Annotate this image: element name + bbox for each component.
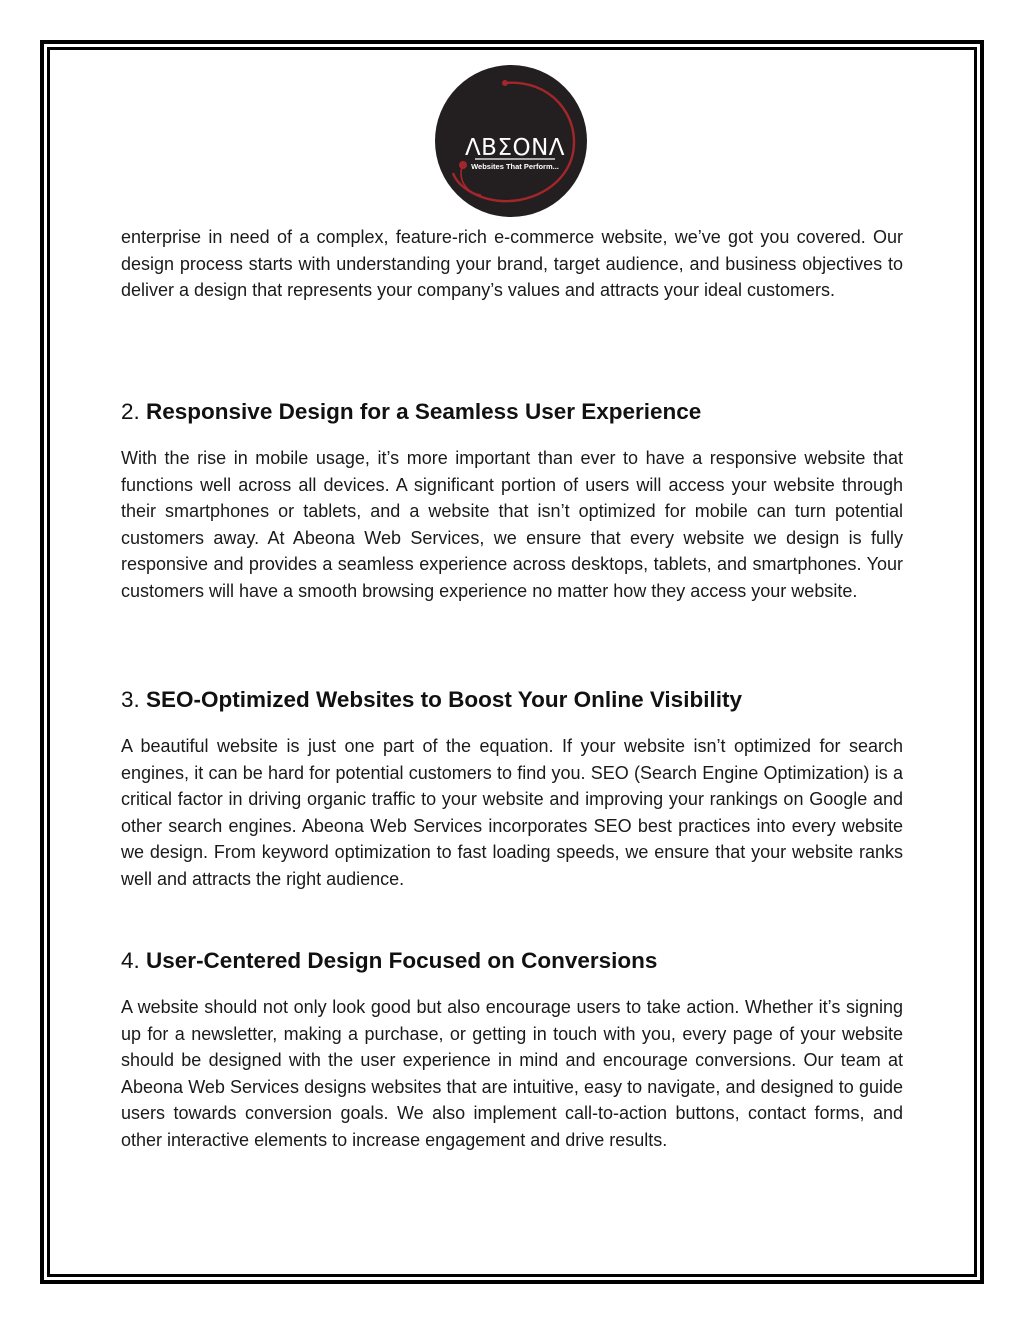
- section-paragraph-seo: A beautiful website is just one part of the equation. If your website isn’t optimized for search engines, it can be hard for potential customers to find you. SEO (Search Engine Optimization) is a critical factor in driving organic traffic to your website and improving your rankings on Google and other search engines. Abeona Web Services incorporates SEO best practices into every website we design. From keyword optimization to fast loading speeds, we ensure that your website ranks well and attracts the right audience.: [121, 736, 903, 889]
- section-title: SEO-Optimized Websites to Boost Your Online Visibility: [146, 687, 742, 712]
- intro-paragraph: enterprise in need of a complex, feature-rich e-commerce website, we’ve got you covered. Our design process starts with understanding your brand, target audience, and business objectives to deliver a design that represents your company’s values and attracts your ideal customers.: [121, 227, 903, 301]
- section-heading-seo: [121, 685, 903, 715]
- section-number: 4.: [121, 948, 140, 973]
- section-title: Responsive Design for a Seamless User Experience: [146, 399, 702, 424]
- section-paragraph-conversions: A website should not only look good but also encourage users to take action. Whether it’s signing up for a newsletter, making a purchase, or getting in touch with you, every page of your website should be designed with the user experience in mind and encourage conversions. Our team at Abeona Web Services designs websites that are intuitive, easy to navigate, and designed to guide users towards conversion goals. We also implement call-to-action buttons, contact forms, and other interactive elements to increase engagement and drive results.: [121, 997, 903, 1150]
- logo-brand-text: ΛΒΣΟΝΛ: [464, 135, 566, 161]
- section-heading-responsive: [121, 397, 903, 427]
- section-title: User-Centered Design Focused on Conversions: [146, 948, 658, 973]
- logo-tagline: Websites That Perform...: [471, 162, 559, 171]
- section-paragraph-responsive: With the rise in mobile usage, it’s more important than ever to have a responsive website that functions well across all devices. A significant portion of users will access your website through their smartphones or tablets, and a website that isn’t optimized for mobile can turn potential customers away. At Abeona Web Services, we ensure that every website we design is fully responsive and provides a seamless experience across desktops, tablets, and smartphones. Your customers will have a smooth browsing experience no matter how they access your website.: [121, 448, 903, 601]
- abeona-logo: [435, 65, 587, 217]
- section-number: 2.: [121, 399, 140, 424]
- section-number: 3.: [121, 687, 140, 712]
- section-heading-conversions: [121, 946, 903, 976]
